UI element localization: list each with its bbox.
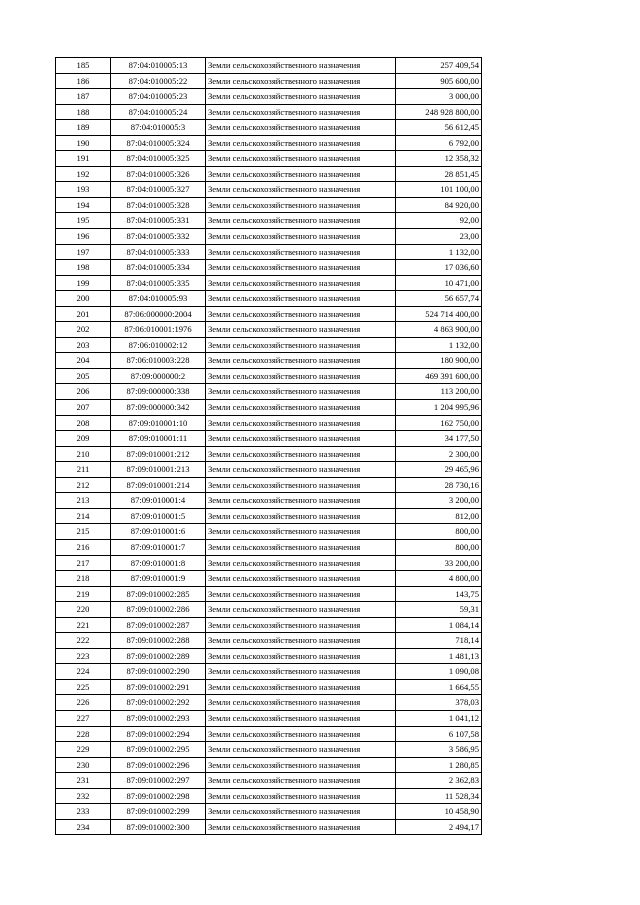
land-category-cell: Земли сельскохозяйственного назначения <box>206 539 396 555</box>
cadastral-value-cell: 92,00 <box>396 213 482 229</box>
cadastral-value-cell: 257 409,54 <box>396 58 482 74</box>
land-category-cell: Земли сельскохозяйственного назначения <box>206 120 396 136</box>
table-row <box>56 415 482 431</box>
table-row <box>56 135 482 151</box>
land-category-cell: Земли сельскохозяйственного назначения <box>206 89 396 105</box>
row-number-cell: 192 <box>56 166 111 182</box>
cadastral-number-cell: 87:06:010001:1976 <box>111 322 206 338</box>
cadastral-number-cell: 87:09:010002:288 <box>111 633 206 649</box>
row-number-cell: 218 <box>56 571 111 587</box>
table-row <box>56 664 482 680</box>
cadastral-value-cell: 1 132,00 <box>396 244 482 260</box>
cadastral-number-cell: 87:09:000000:342 <box>111 400 206 416</box>
row-number-cell: 205 <box>56 368 111 384</box>
row-number-cell: 213 <box>56 493 111 509</box>
land-category-cell: Земли сельскохозяйственного назначения <box>206 368 396 384</box>
land-category-cell: Земли сельскохозяйственного назначения <box>206 477 396 493</box>
cadastral-value-cell: 28 851,45 <box>396 166 482 182</box>
cadastral-value-cell: 113 200,00 <box>396 384 482 400</box>
cadastral-number-cell: 87:04:010005:324 <box>111 135 206 151</box>
cadastral-value-cell: 6 792,00 <box>396 135 482 151</box>
table-row <box>56 508 482 524</box>
cadastral-value-cell: 1 132,00 <box>396 337 482 353</box>
cadastral-value-cell: 1 280,85 <box>396 757 482 773</box>
land-category-cell: Земли сельскохозяйственного назначения <box>206 58 396 74</box>
table-row <box>56 555 482 571</box>
table-row <box>56 773 482 789</box>
land-category-cell: Земли сельскохозяйственного назначения <box>206 353 396 369</box>
row-number-cell: 216 <box>56 539 111 555</box>
cadastral-value-cell: 162 750,00 <box>396 415 482 431</box>
cadastral-number-cell: 87:09:010001:5 <box>111 508 206 524</box>
row-number-cell: 223 <box>56 648 111 664</box>
cadastral-number-cell: 87:09:010002:285 <box>111 586 206 602</box>
land-category-cell: Земли сельскохозяйственного назначения <box>206 508 396 524</box>
cadastral-number-cell: 87:09:010002:286 <box>111 602 206 618</box>
cadastral-value-cell: 6 107,58 <box>396 726 482 742</box>
land-category-cell: Земли сельскохозяйственного назначения <box>206 819 396 835</box>
row-number-cell: 203 <box>56 337 111 353</box>
cadastral-value-cell: 11 528,34 <box>396 788 482 804</box>
land-category-cell: Земли сельскохозяйственного назначения <box>206 166 396 182</box>
land-category-cell: Земли сельскохозяйственного назначения <box>206 742 396 758</box>
cadastral-number-cell: 87:04:010005:333 <box>111 244 206 260</box>
cadastral-number-cell: 87:04:010005:326 <box>111 166 206 182</box>
table-row <box>56 213 482 229</box>
land-category-cell: Земли сельскохозяйственного назначения <box>206 197 396 213</box>
row-number-cell: 231 <box>56 773 111 789</box>
land-registry-table <box>55 57 482 835</box>
land-category-cell: Земли сельскохозяйственного назначения <box>206 151 396 167</box>
cadastral-number-cell: 87:09:010001:11 <box>111 431 206 447</box>
land-category-cell: Земли сельскохозяйственного назначения <box>206 400 396 416</box>
row-number-cell: 233 <box>56 804 111 820</box>
cadastral-number-cell: 87:04:010005:332 <box>111 229 206 245</box>
table-row <box>56 477 482 493</box>
table-row <box>56 400 482 416</box>
table-row <box>56 151 482 167</box>
row-number-cell: 220 <box>56 602 111 618</box>
cadastral-number-cell: 87:09:010001:4 <box>111 493 206 509</box>
row-number-cell: 212 <box>56 477 111 493</box>
table-row <box>56 353 482 369</box>
table-row <box>56 384 482 400</box>
land-category-cell: Земли сельскохозяйственного назначения <box>206 571 396 587</box>
cadastral-value-cell: 56 612,45 <box>396 120 482 136</box>
row-number-cell: 196 <box>56 229 111 245</box>
row-number-cell: 208 <box>56 415 111 431</box>
cadastral-number-cell: 87:09:010002:295 <box>111 742 206 758</box>
cadastral-value-cell: 12 358,32 <box>396 151 482 167</box>
cadastral-value-cell: 1 481,13 <box>396 648 482 664</box>
table-row <box>56 58 482 74</box>
cadastral-number-cell: 87:09:010002:297 <box>111 773 206 789</box>
cadastral-number-cell: 87:04:010005:24 <box>111 104 206 120</box>
table-row <box>56 633 482 649</box>
land-category-cell: Земли сельскохозяйственного назначения <box>206 695 396 711</box>
land-category-cell: Земли сельскохозяйственного назначения <box>206 229 396 245</box>
row-number-cell: 187 <box>56 89 111 105</box>
cadastral-value-cell: 1 084,14 <box>396 617 482 633</box>
cadastral-number-cell: 87:09:010002:289 <box>111 648 206 664</box>
cadastral-number-cell: 87:09:010002:300 <box>111 819 206 835</box>
table-row <box>56 73 482 89</box>
row-number-cell: 228 <box>56 726 111 742</box>
land-category-cell: Земли сельскохозяйственного назначения <box>206 710 396 726</box>
row-number-cell: 202 <box>56 322 111 338</box>
cadastral-number-cell: 87:09:010001:214 <box>111 477 206 493</box>
table-row <box>56 197 482 213</box>
cadastral-value-cell: 33 200,00 <box>396 555 482 571</box>
row-number-cell: 190 <box>56 135 111 151</box>
table-row <box>56 322 482 338</box>
row-number-cell: 186 <box>56 73 111 89</box>
land-category-cell: Земли сельскохозяйственного назначения <box>206 493 396 509</box>
cadastral-number-cell: 87:04:010005:328 <box>111 197 206 213</box>
cadastral-value-cell: 56 657,74 <box>396 291 482 307</box>
cadastral-number-cell: 87:09:010001:9 <box>111 571 206 587</box>
land-category-cell: Земли сельскохозяйственного назначения <box>206 244 396 260</box>
cadastral-value-cell: 34 177,50 <box>396 431 482 447</box>
table-row <box>56 260 482 276</box>
land-category-cell: Земли сельскохозяйственного назначения <box>206 462 396 478</box>
row-number-cell: 232 <box>56 788 111 804</box>
cadastral-value-cell: 1 090,08 <box>396 664 482 680</box>
cadastral-number-cell: 87:09:010002:290 <box>111 664 206 680</box>
row-number-cell: 188 <box>56 104 111 120</box>
cadastral-value-cell: 718,14 <box>396 633 482 649</box>
row-number-cell: 222 <box>56 633 111 649</box>
row-number-cell: 230 <box>56 757 111 773</box>
row-number-cell: 229 <box>56 742 111 758</box>
table-row <box>56 244 482 260</box>
table-row <box>56 337 482 353</box>
table-row <box>56 804 482 820</box>
land-category-cell: Земли сельскохозяйственного назначения <box>206 260 396 276</box>
cadastral-number-cell: 87:04:010005:13 <box>111 58 206 74</box>
table-row <box>56 291 482 307</box>
land-category-cell: Земли сельскохозяйственного назначения <box>206 306 396 322</box>
table-row <box>56 757 482 773</box>
row-number-cell: 207 <box>56 400 111 416</box>
table-row <box>56 726 482 742</box>
cadastral-number-cell: 87:09:010002:287 <box>111 617 206 633</box>
cadastral-value-cell: 10 471,00 <box>396 275 482 291</box>
cadastral-number-cell: 87:09:010002:298 <box>111 788 206 804</box>
table-row <box>56 446 482 462</box>
land-category-cell: Земли сельскохозяйственного назначения <box>206 73 396 89</box>
land-category-cell: Земли сельскохозяйственного назначения <box>206 524 396 540</box>
row-number-cell: 224 <box>56 664 111 680</box>
land-category-cell: Земли сельскохозяйственного назначения <box>206 337 396 353</box>
cadastral-number-cell: 87:09:010002:294 <box>111 726 206 742</box>
cadastral-number-cell: 87:04:010005:93 <box>111 291 206 307</box>
row-number-cell: 198 <box>56 260 111 276</box>
cadastral-number-cell: 87:09:010002:293 <box>111 710 206 726</box>
cadastral-value-cell: 84 920,00 <box>396 197 482 213</box>
cadastral-number-cell: 87:09:010002:292 <box>111 695 206 711</box>
cadastral-number-cell: 87:06:010003:228 <box>111 353 206 369</box>
cadastral-number-cell: 87:09:010001:8 <box>111 555 206 571</box>
row-number-cell: 209 <box>56 431 111 447</box>
cadastral-number-cell: 87:04:010005:327 <box>111 182 206 198</box>
land-category-cell: Земли сельскохозяйственного назначения <box>206 182 396 198</box>
row-number-cell: 204 <box>56 353 111 369</box>
land-category-cell: Земли сельскохозяйственного назначения <box>206 446 396 462</box>
cadastral-value-cell: 2 362,83 <box>396 773 482 789</box>
cadastral-value-cell: 4 800,00 <box>396 571 482 587</box>
table-row <box>56 166 482 182</box>
table-row <box>56 306 482 322</box>
cadastral-value-cell: 4 863 900,00 <box>396 322 482 338</box>
land-category-cell: Земли сельскохозяйственного назначения <box>206 104 396 120</box>
cadastral-value-cell: 180 900,00 <box>396 353 482 369</box>
cadastral-number-cell: 87:09:010001:213 <box>111 462 206 478</box>
cadastral-value-cell: 469 391 600,00 <box>396 368 482 384</box>
table-row <box>56 602 482 618</box>
land-category-cell: Земли сельскохозяйственного назначения <box>206 586 396 602</box>
table-row <box>56 431 482 447</box>
land-category-cell: Земли сельскохозяйственного назначения <box>206 804 396 820</box>
cadastral-number-cell: 87:09:010002:299 <box>111 804 206 820</box>
row-number-cell: 217 <box>56 555 111 571</box>
land-category-cell: Земли сельскохозяйственного назначения <box>206 633 396 649</box>
land-category-cell: Земли сельскохозяйственного назначения <box>206 291 396 307</box>
land-category-cell: Земли сельскохозяйственного назначения <box>206 322 396 338</box>
row-number-cell: 215 <box>56 524 111 540</box>
row-number-cell: 189 <box>56 120 111 136</box>
table-row <box>56 368 482 384</box>
cadastral-number-cell: 87:06:000000:2004 <box>111 306 206 322</box>
land-category-cell: Земли сельскохозяйственного назначения <box>206 788 396 804</box>
cadastral-number-cell: 87:04:010005:334 <box>111 260 206 276</box>
table-row <box>56 89 482 105</box>
cadastral-value-cell: 59,31 <box>396 602 482 618</box>
cadastral-number-cell: 87:04:010005:3 <box>111 120 206 136</box>
land-category-cell: Земли сельскохозяйственного назначения <box>206 773 396 789</box>
land-category-cell: Земли сельскохозяйственного назначения <box>206 679 396 695</box>
table-row <box>56 493 482 509</box>
cadastral-value-cell: 378,03 <box>396 695 482 711</box>
row-number-cell: 200 <box>56 291 111 307</box>
row-number-cell: 221 <box>56 617 111 633</box>
table-row <box>56 695 482 711</box>
row-number-cell: 210 <box>56 446 111 462</box>
land-category-cell: Земли сельскохозяйственного назначения <box>206 275 396 291</box>
table-row <box>56 182 482 198</box>
cadastral-value-cell: 2 494,17 <box>396 819 482 835</box>
table-row <box>56 710 482 726</box>
cadastral-value-cell: 812,00 <box>396 508 482 524</box>
row-number-cell: 226 <box>56 695 111 711</box>
table-row <box>56 229 482 245</box>
land-category-cell: Земли сельскохозяйственного назначения <box>206 384 396 400</box>
land-category-cell: Земли сельскохозяйственного назначения <box>206 617 396 633</box>
table-row <box>56 275 482 291</box>
cadastral-value-cell: 101 100,00 <box>396 182 482 198</box>
row-number-cell: 194 <box>56 197 111 213</box>
cadastral-value-cell: 23,00 <box>396 229 482 245</box>
land-category-cell: Земли сельскохозяйственного назначения <box>206 664 396 680</box>
table-row <box>56 462 482 478</box>
cadastral-number-cell: 87:04:010005:335 <box>111 275 206 291</box>
land-category-cell: Земли сельскохозяйственного назначения <box>206 726 396 742</box>
table-row <box>56 819 482 835</box>
row-number-cell: 191 <box>56 151 111 167</box>
cadastral-value-cell: 800,00 <box>396 524 482 540</box>
cadastral-value-cell: 800,00 <box>396 539 482 555</box>
cadastral-value-cell: 3 200,00 <box>396 493 482 509</box>
row-number-cell: 195 <box>56 213 111 229</box>
table-row <box>56 617 482 633</box>
cadastral-value-cell: 10 458,90 <box>396 804 482 820</box>
land-category-cell: Земли сельскохозяйственного назначения <box>206 135 396 151</box>
row-number-cell: 227 <box>56 710 111 726</box>
cadastral-number-cell: 87:09:000000:338 <box>111 384 206 400</box>
row-number-cell: 211 <box>56 462 111 478</box>
row-number-cell: 199 <box>56 275 111 291</box>
cadastral-number-cell: 87:09:010002:296 <box>111 757 206 773</box>
cadastral-value-cell: 248 928 800,00 <box>396 104 482 120</box>
cadastral-number-cell: 87:04:010005:22 <box>111 73 206 89</box>
table-row <box>56 539 482 555</box>
table-row <box>56 648 482 664</box>
cadastral-value-cell: 1 204 995,96 <box>396 400 482 416</box>
cadastral-value-cell: 905 600,00 <box>396 73 482 89</box>
table-row <box>56 571 482 587</box>
cadastral-value-cell: 3 000,00 <box>396 89 482 105</box>
cadastral-number-cell: 87:09:010001:212 <box>111 446 206 462</box>
table-row <box>56 120 482 136</box>
cadastral-number-cell: 87:09:010001:6 <box>111 524 206 540</box>
row-number-cell: 219 <box>56 586 111 602</box>
land-category-cell: Земли сельскохозяйственного назначения <box>206 415 396 431</box>
cadastral-value-cell: 1 041,12 <box>396 710 482 726</box>
cadastral-number-cell: 87:06:010002:12 <box>111 337 206 353</box>
cadastral-number-cell: 87:09:010001:7 <box>111 539 206 555</box>
table-row <box>56 104 482 120</box>
land-category-cell: Земли сельскохозяйственного назначения <box>206 555 396 571</box>
cadastral-number-cell: 87:09:000000:2 <box>111 368 206 384</box>
cadastral-number-cell: 87:04:010005:23 <box>111 89 206 105</box>
land-category-cell: Земли сельскохозяйственного назначения <box>206 213 396 229</box>
table-row <box>56 524 482 540</box>
table-row <box>56 679 482 695</box>
row-number-cell: 234 <box>56 819 111 835</box>
row-number-cell: 193 <box>56 182 111 198</box>
cadastral-number-cell: 87:09:010001:10 <box>111 415 206 431</box>
cadastral-value-cell: 1 664,55 <box>396 679 482 695</box>
row-number-cell: 201 <box>56 306 111 322</box>
row-number-cell: 214 <box>56 508 111 524</box>
land-category-cell: Земли сельскохозяйственного назначения <box>206 431 396 447</box>
cadastral-value-cell: 29 465,96 <box>396 462 482 478</box>
cadastral-value-cell: 17 036,60 <box>396 260 482 276</box>
row-number-cell: 206 <box>56 384 111 400</box>
row-number-cell: 185 <box>56 58 111 74</box>
land-category-cell: Земли сельскохозяйственного назначения <box>206 602 396 618</box>
land-category-cell: Земли сельскохозяйственного назначения <box>206 757 396 773</box>
table-row <box>56 742 482 758</box>
table-body <box>56 58 482 835</box>
cadastral-number-cell: 87:04:010005:331 <box>111 213 206 229</box>
cadastral-number-cell: 87:09:010002:291 <box>111 679 206 695</box>
row-number-cell: 225 <box>56 679 111 695</box>
cadastral-value-cell: 524 714 400,00 <box>396 306 482 322</box>
cadastral-number-cell: 87:04:010005:325 <box>111 151 206 167</box>
cadastral-value-cell: 28 730,16 <box>396 477 482 493</box>
cadastral-value-cell: 3 586,95 <box>396 742 482 758</box>
table-row <box>56 586 482 602</box>
row-number-cell: 197 <box>56 244 111 260</box>
land-category-cell: Земли сельскохозяйственного назначения <box>206 648 396 664</box>
cadastral-value-cell: 143,75 <box>396 586 482 602</box>
cadastral-value-cell: 2 300,00 <box>396 446 482 462</box>
table-row <box>56 788 482 804</box>
